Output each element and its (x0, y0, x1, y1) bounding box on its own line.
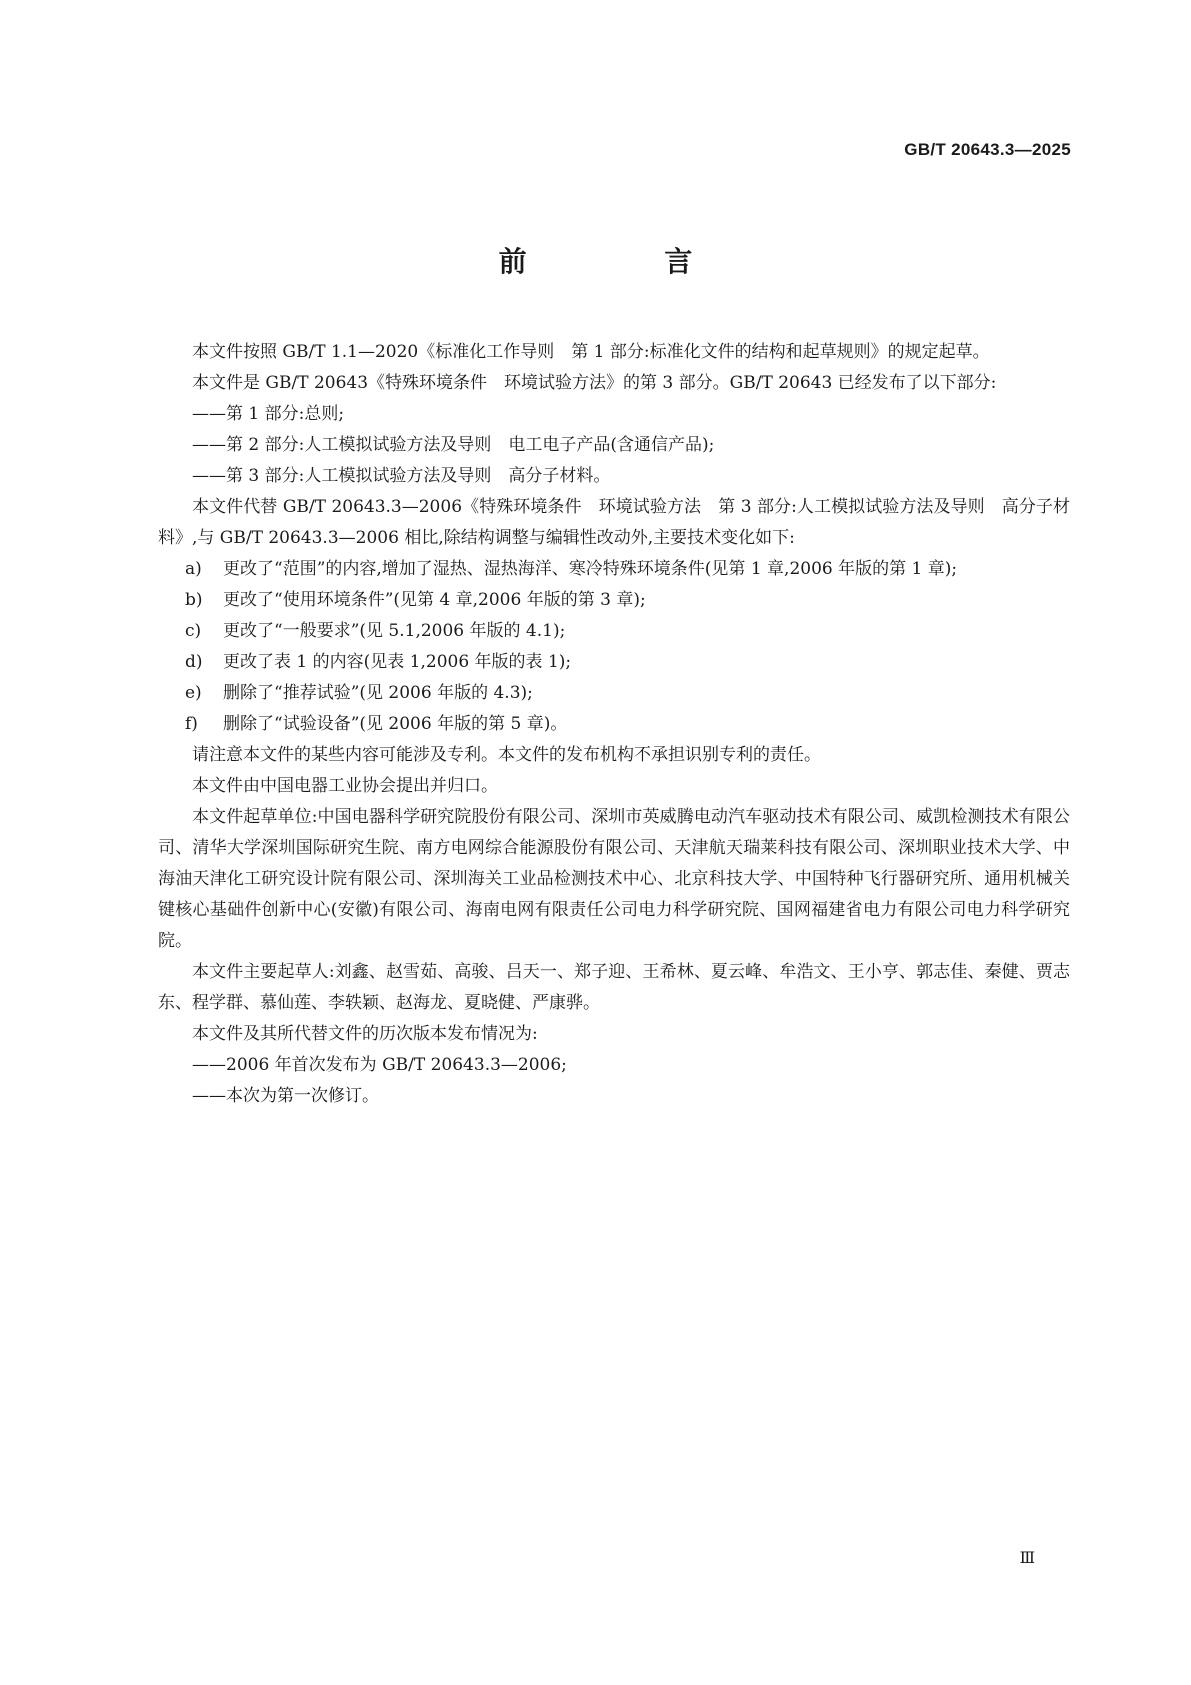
change-item-text: 更改了表 1 的内容(见表 1,2006 年版的表 1); (223, 652, 572, 672)
paragraph-parts-intro: 本文件是 GB/T 20643《特殊环境条件 环境试验方法》的第 3 部分。GB/T 20643 已经发布了以下部分: (192, 373, 997, 393)
change-item-text: 删除了“推荐试验”(见 2006 年版的 4.3); (223, 683, 533, 703)
parts-list-item: ——第 1 部分:总则; (192, 404, 345, 424)
change-item (158, 709, 1070, 740)
history-list-item: ——本次为第一次修订。 (192, 1086, 379, 1106)
change-item (158, 616, 1070, 647)
change-item (158, 678, 1070, 709)
change-item-text: 更改了“范围”的内容,增加了湿热、湿热海洋、寒冷特殊环境条件(见第 1 章,2006 年版的第 1 章); (223, 559, 958, 579)
standard-code: GB/T 20643.3—2025 (904, 140, 1071, 159)
change-item-label: c) (185, 621, 202, 641)
change-item-label: f) (185, 714, 198, 734)
change-item (158, 647, 1070, 678)
change-item-text: 删除了“试验设备”(见 2006 年版的第 5 章)。 (223, 714, 568, 734)
paragraph-drafting-rules: 本文件按照 GB/T 1.1—2020《标准化工作导则 第 1 部分:标准化文件的结构和起草规则》的规定起草。 (192, 342, 990, 362)
change-item-text: 更改了“使用环境条件”(见第 4 章,2006 年版的第 3 章); (223, 590, 646, 610)
page-number: Ⅲ (1019, 1548, 1035, 1567)
paragraph-drafting-units: 本文件起草单位:中国电器科学研究院股份有限公司、深圳市英威腾电动汽车驱动技术有限公司、威凯检测技术有限公司、清华大学深圳国际研究生院、南方电网综合能源股份有限公司、天津航天瑞莱科技有限公司、深圳职业技术大学、中海油天津化工研究设计院有限公司、深圳海关工业品检测技术中心、北京科技大学、中国特种飞行器研究所、通用机械关键核心基础件创新中心(安徽)有限公司、海南电网有限责任公司电力科学研究院、国网福建省电力有限公司电力科学研究院。 (158, 807, 1070, 951)
change-item-label: b) (185, 590, 203, 610)
history-list-item: ——2006 年首次发布为 GB/T 20643.3—2006; (192, 1055, 567, 1075)
parts-list-item: ——第 2 部分:人工模拟试验方法及导则 电工电子产品(含通信产品); (192, 435, 715, 455)
change-item-label: e) (185, 683, 202, 703)
paragraph-replacement: 本文件代替 GB/T 20643.3—2006《特殊环境条件 环境试验方法 第 3 部分:人工模拟试验方法及导则 高分子材料》,与 GB/T 20643.3—2006 相比,除结构调整与编辑性改动外,主要技术变化如下: (158, 497, 1070, 548)
paragraph-drafters: 本文件主要起草人:刘鑫、赵雪茹、高骏、吕天一、郑子迎、王希林、夏云峰、牟浩文、王小亨、郭志佳、秦健、贾志东、程学群、慕仙莲、李轶颖、赵海龙、夏晓健、严康骅。 (158, 962, 1070, 1013)
change-item-label: a) (185, 559, 202, 579)
change-item-label: d) (185, 652, 203, 672)
parts-list-item: ——第 3 部分:人工模拟试验方法及导则 高分子材料。 (192, 466, 611, 486)
foreword-body (158, 337, 1070, 1112)
change-item (158, 554, 1070, 585)
page-title: 前 言 (498, 245, 757, 278)
paragraph-history-intro: 本文件及其所代替文件的历次版本发布情况为: (192, 1024, 538, 1044)
paragraph-proposer: 本文件由中国电器工业协会提出并归口。 (192, 776, 498, 796)
change-item-text: 更改了“一般要求”(见 5.1,2006 年版的 4.1); (223, 621, 566, 641)
change-item (158, 585, 1070, 616)
paragraph-patent-notice: 请注意本文件的某些内容可能涉及专利。本文件的发布机构不承担识别专利的责任。 (192, 745, 821, 765)
